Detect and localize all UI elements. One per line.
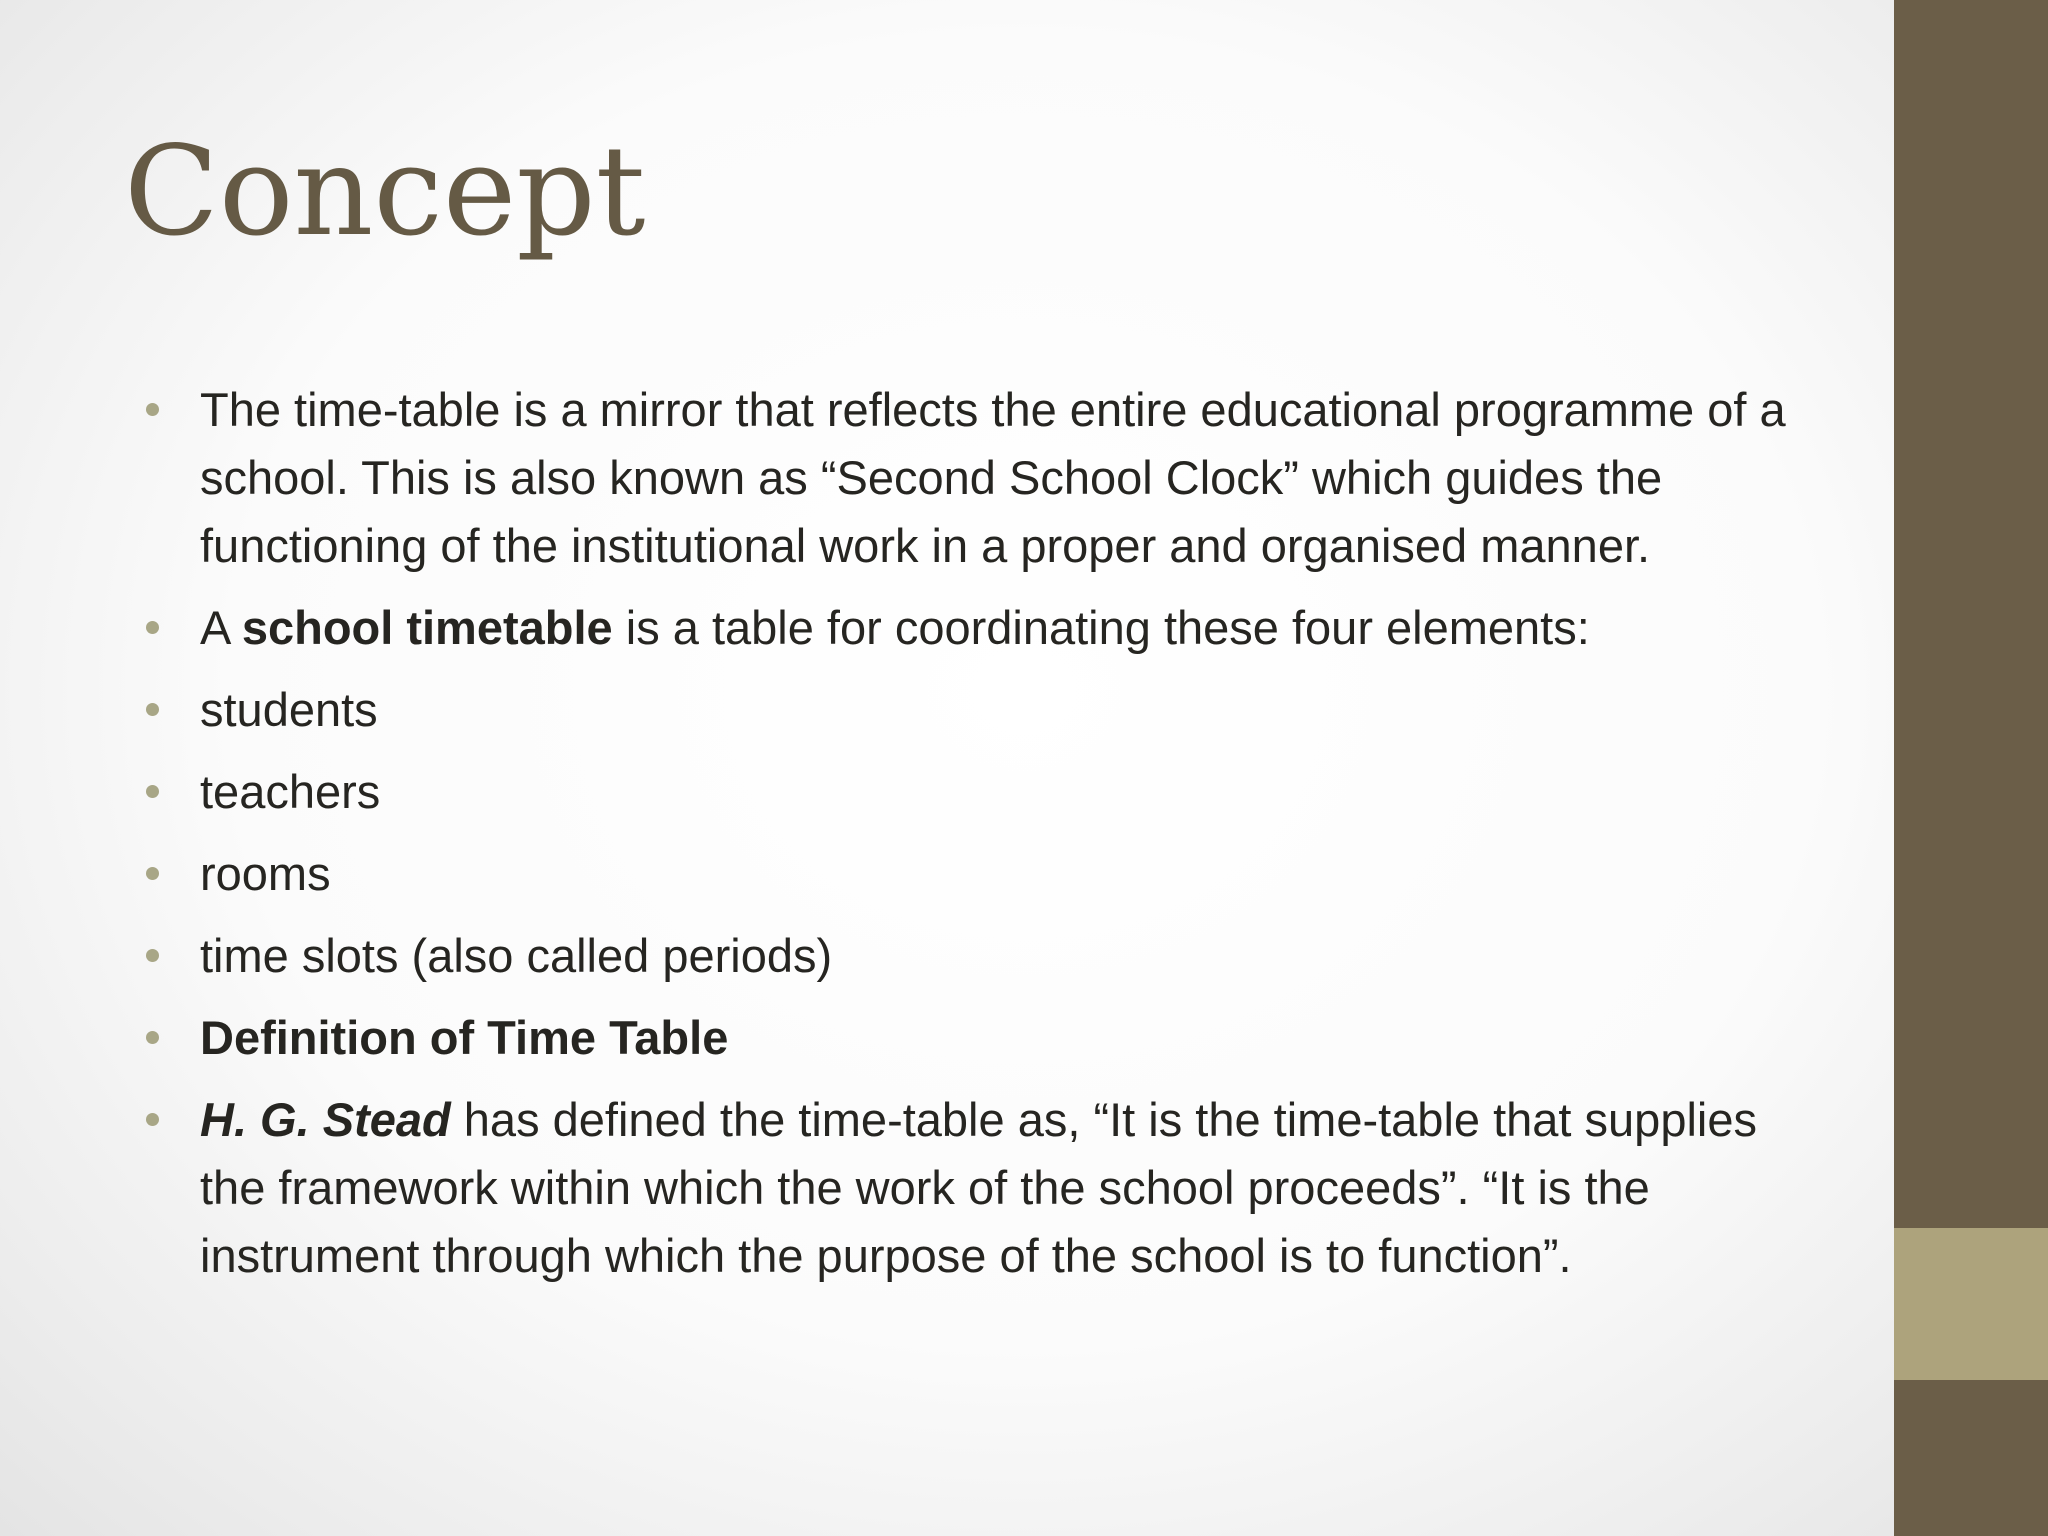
bullet-item (142, 376, 1822, 580)
bullet-text-rest: has defined the time-table as, “It is the time-table that supplies the framework within which the work of the school proceeds”. “It is the instrument through which the purpose of the school is to function”. (200, 1093, 1757, 1282)
bullet-dot-icon (146, 403, 159, 416)
bullet-text: teachers (200, 765, 381, 818)
bullet-dot-icon (146, 1031, 159, 1044)
bullet-text: rooms (200, 847, 331, 900)
author-name: H. G. Stead (200, 1093, 451, 1146)
bullet-item (142, 1004, 1822, 1072)
bullet-text-bold: school timetable (241, 601, 613, 654)
bullet-item (142, 676, 1822, 744)
bullet-text: students (200, 683, 378, 736)
slide-title: Concept (124, 120, 646, 264)
bullet-text: time slots (also called periods) (200, 929, 833, 982)
bullet-item (142, 922, 1822, 990)
bullet-dot-icon (146, 703, 159, 716)
right-bar-accent-block (1894, 1228, 2048, 1380)
bullet-dot-icon (146, 867, 159, 880)
bullet-list (142, 376, 1822, 1304)
bullet-dot-icon (146, 949, 159, 962)
bullet-item (142, 1086, 1822, 1290)
bullet-text-rest: is a table for coordinating these four elements: (612, 601, 1590, 654)
bullet-item (142, 758, 1822, 826)
bullet-dot-icon (146, 785, 159, 798)
bullet-dot-icon (146, 621, 159, 634)
bullet-text-prefix: A (200, 601, 242, 654)
bullet-dot-icon (146, 1113, 159, 1126)
bullet-item (142, 840, 1822, 908)
bullet-item (142, 594, 1822, 662)
bullet-text: The time-table is a mirror that reflects the entire educational programme of a school. This is also known as “Second School Clock” which guides the functioning of the institutional work in a proper and organised manner. (200, 383, 1786, 572)
definition-heading: Definition of Time Table (200, 1011, 729, 1064)
